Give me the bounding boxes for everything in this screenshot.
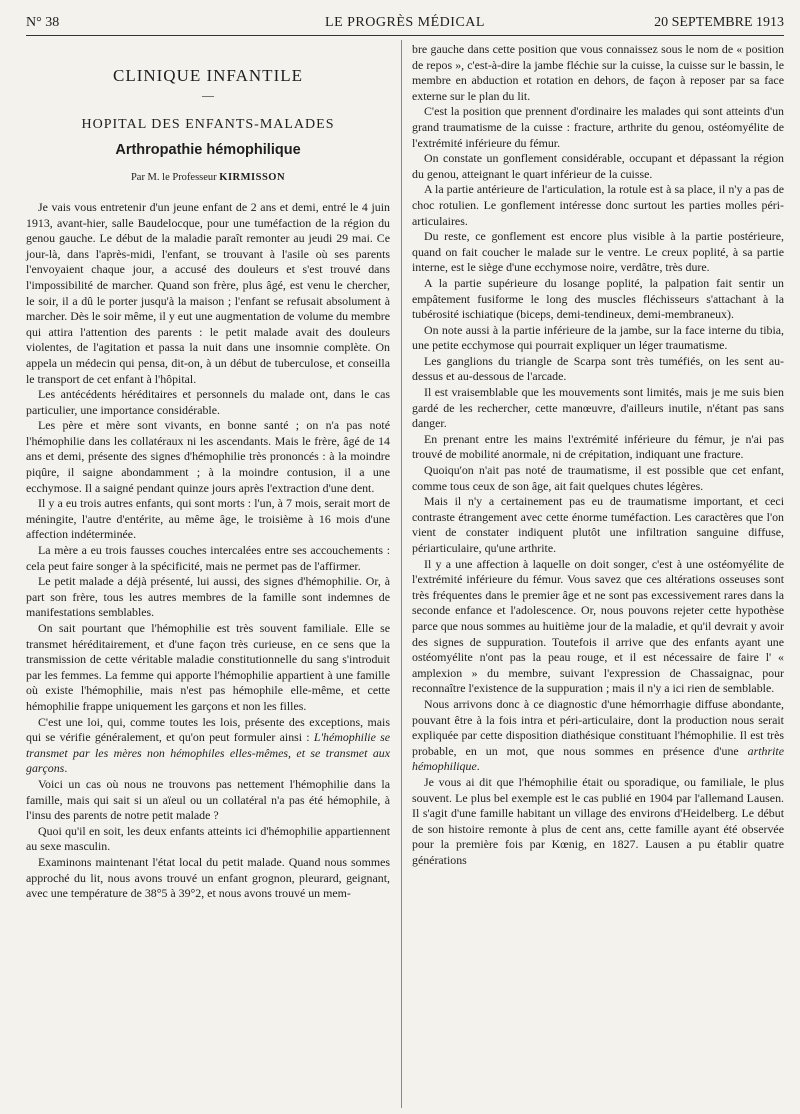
paragraph: Examinons maintenant l'état local du petit malade. Quand nous sommes approché du lit, nous avons trouvé un enfant grognon, pleurard, geignant, avec une température de 38°5 à 39°2, et nous avons trouvé un mem- (26, 854, 390, 901)
paragraph: Il y a une affection à laquelle on doit songer, c'est à une ostéomyélite de l'extrémité inférieure du fémur. Vous savez que ces altérations osseuses sont très fréquentes dans le premier âge et ne sont pas excessivement rares dans la seconde enfance et l'adolescence. Or, nous pouvons rejeter cette hypothèse parce que nous sommes au huitième jour de la maladie, et qu'il devrait y avoir des signes de suppuration. Toutefois il arrive que des enfants ayant une ostéomyélite n'ont pas la peau rouge, et il est nécessaire de faire l' « amplexion » du membre, suivant l'expression de Chassaignac, pour reconnaître l'existence de la suppuration ; mais il n'y a ici rien de semblable. (412, 556, 784, 696)
section-title: CLINIQUE INFANTILE (112, 66, 303, 85)
article-title: Arthropathie hémophilique (115, 141, 301, 158)
column-divider (401, 40, 402, 1108)
paragraph (412, 697, 784, 775)
byline-author: KIRMISSON (219, 172, 286, 184)
paragraph: Il y a eu trois autres enfants, qui sont morts : l'un, à 7 mois, serait mort de méningite, l'autre d'entérite, au même âge, le troisième à 16 mois d'une affection indéterminée. (26, 496, 390, 542)
issue-date: 20 SEPTEMBRE 1913 (654, 15, 784, 30)
hospital-heading: HOPITAL DES ENFANTS-MALADES (81, 117, 335, 133)
byline (26, 170, 390, 186)
paragraph: Les père et mère sont vivants, en bonne santé ; on n'a pas noté l'hémophilie dans les collatéraux ni les ascendants. Mais le frère, âgé de 14 ans et demi, présente des signes d'hémophilie très prononcés : à la moindre piqûre, il saigne abondamment ; à la moindre contusion, il a une ecchymose. Il a saigné pendant quinze jours après l'extraction d'une dent. (26, 418, 390, 495)
running-header (26, 13, 784, 36)
paragraph: Il est vraisemblable que les mouvements sont limités, mais je me suis bien gardé de les rechercher, cette manœuvre, d'ailleurs inutile, n'étant pas sans danger. (412, 385, 784, 431)
paragraph: On constate un gonflement considérable, occupant et dépassant la région du genou, atteignant le quart inférieur de la cuisse. (412, 151, 784, 181)
paragraph: Je vous ai dit que l'hémophilie était ou sporadique, ou familiale, le plus souvent. Le plus bel exemple est le cas publié en 1904 par l'allemand Lausen. Il s'agit d'une famille habitant un village des environs d'Heidelberg. Le début de son histoire remonte à plus de cent ans, cette famille ayant été observée pour la première fois par Kœnig, en 1827. Lausen a pu établir quatre générations (412, 774, 784, 867)
paragraph: C'est la position que prennent d'ordinaire les malades qui sont atteints d'un grand traumatisme de la cuisse : fracture, arthrite du genou, ostéomyélite de l'extrémité inférieure du fémur. (412, 104, 784, 150)
paragraph-text: . (64, 761, 68, 776)
paragraph (26, 715, 390, 777)
paragraph: On note aussi à la partie inférieure de la jambe, sur la face interne du tibia, une petite ecchymose qui pourrait expliquer un léger traumatisme. (412, 322, 784, 353)
issue-number: N° 38 (26, 15, 60, 30)
paragraph: Les ganglions du triangle de Scarpa sont très tuméfiés, on les sent au-dessus et au-dessous de l'arcade. (412, 353, 784, 384)
paragraph: La mère a eu trois fausses couches intercalées entre ses accouchements : cela peut faire songer à la spécificité, mais ne permet pas de l'affirmer. (26, 543, 390, 573)
paragraph: On sait pourtant que l'hémophilie est très souvent familiale. Elle se transmet héréditairement, et d'une façon très curieuse, en ce sens que la transmission de cette véritable maladie constitutionnelle du sang s'introduit par les femmes. La femme qui apporte l'hémophilie appartient à une famille où existe l'hémophilie, mais n'est pas hémophile elle-même, et cette hémophilie frappe uniquement les garçons et non les filles. (26, 621, 390, 713)
italic-term: arthrite hémophilique (412, 743, 784, 774)
journal-title: LE PROGRÈS MÉDICAL (325, 15, 485, 30)
paragraph: Le petit malade a déjà présenté, lui aussi, des signes d'hémophilie. Or, à part son frère, tous les autres membres de la famille sont indemnes de manifestations semblables. (26, 574, 390, 620)
paragraph: Quoiqu'on n'ait pas noté de traumatisme, il est possible que cet enfant, comme tous ceux de son âge, ait fait quelques chutes légères. (412, 463, 784, 493)
paragraph: A la partie antérieure de l'articulation, la rotule est à sa place, il n'y a pas de choc rotulien. Le gonflement intéresse donc surtout les parties molles péri-articulaires. (412, 182, 784, 228)
paragraph: Je vais vous entretenir d'un jeune enfant de 2 ans et demi, entré le 4 juin 1913, avant-hier, salle Baudelocque, pour une tuméfaction de la région du genou gauche. Le début de la maladie paraît remonter au jeudi 29 mai. Ce jour-là, dans l'après-midi, l'enfant, se trouvant à l'asile où ses parents l'envoyaient chaque jour, a accusé des douleurs et s'est trouvé dans l'impossibilité de marcher. Quand son frère, plus âgé, est venu le chercher, le soir, il a dû le porter jusqu'à la maison ; l'enfant se refusait absolument à marcher. Dès le soir même, il y eut une augmentation de volume du membre qui attira l'attention des parents : le petit malade avait des douleurs violentes, de l'agitation et passa la nuit dans une insomnie complète. On appela un médecin qui pensa, dit-on, à un début de tuberculose, et conseilla le transport de cet enfant à l'hôpital. (26, 199, 390, 386)
italic-law: L'hémophilie se transmet par les mères non hémophiles elles-mêmes, et se transmet aux garçons (26, 730, 390, 776)
byline-prefix: Par M. le Professeur (130, 172, 220, 184)
left-column (26, 42, 390, 902)
paragraph: A la partie supérieure du losange poplité, la palpation fait sentir un empâtement fusiforme le long des muscles fléchisseurs s'attachant à la tubérosité ischiatique (biceps, demi-tendineux, demi-membraneux). (412, 275, 784, 322)
section-dash: — (202, 87, 214, 102)
paragraph: Quoi qu'il en soit, les deux enfants atteints ici d'hémophilie appartiennent au sexe masculin. (26, 823, 390, 854)
paragraph: Mais il n'y a certainement pas eu de traumatisme important, et ceci contraste étrangement avec cette énorme tuméfaction. Les caractères que l'on vient de constater indiquent plutôt une infiltration sanguine diffuse, périarticulaire, qu'une arthrite. (412, 494, 784, 555)
paragraph-text: C'est une loi, qui, comme toutes les lois, présente des exceptions, mais qui se vérifie généralement, et qu'on peut formuler ainsi : (26, 714, 390, 745)
right-column (412, 42, 784, 868)
paragraph-text: . (476, 759, 480, 774)
paragraph-text: Nous arrivons donc à ce diagnostic d'une hémorrhagie diffuse abondante, pouvant être à la fois intra et péri-articulaire, dont la production nous serait expliquée par cette disposition diathésique constituant l'hémophilie. Il est très probable, en un mot, que nous sommes en présence d'une (412, 696, 784, 758)
paragraph: En prenant entre les mains l'extrémité inférieure du fémur, je n'ai pas trouvé de mobilité anormale, ni de crépitation, indiquant une fracture. (412, 431, 784, 462)
paragraph: Du reste, ce gonflement est encore plus visible à la partie postérieure, quand on fait coucher le malade sur le ventre. Le creux poplité, à sa partie interne, est le siège d'une ecchymose noire, verdâtre, très dure. (412, 229, 784, 275)
paragraph: Les antécédents héréditaires et personnels du malade ont, dans le cas particulier, une importance considérable. (26, 387, 390, 417)
paragraph: bre gauche dans cette position que vous connaissez sous le nom de « position de repos », c'est-à-dire la jambe fléchie sur la cuisse, la cuisse sur le bassin, le membre en abduction et rotation en dehors, de façon à reposer par sa face externe sur le plan du lit. (412, 42, 784, 103)
paragraph: Voici un cas où nous ne trouvons pas nettement l'hémophilie dans la famille, mais qui sait si un aïeul ou un collatéral n'a pas été hémophile, à l'insu des parents de notre petit malade ? (26, 776, 390, 823)
